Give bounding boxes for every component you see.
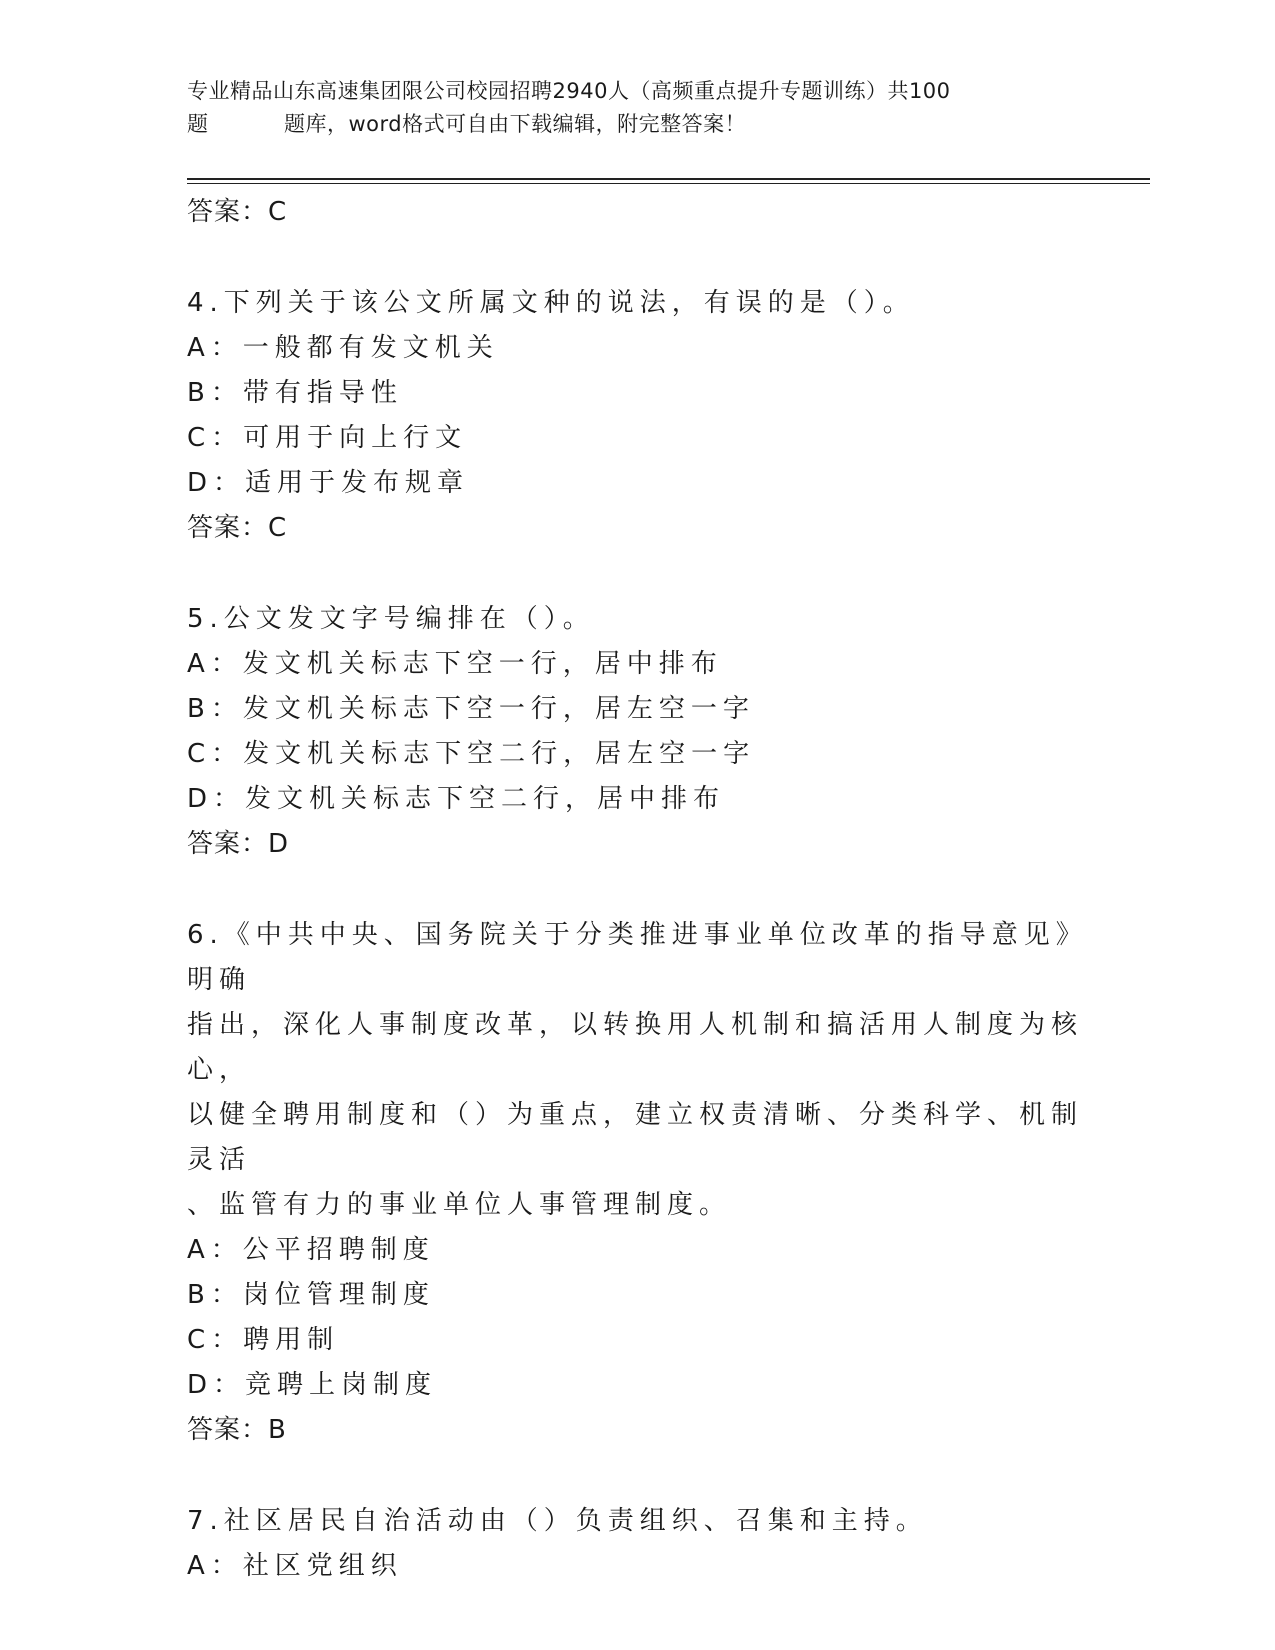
- header-line-2: [187, 108, 1087, 141]
- header-line-2-rest: 题库，word格式可自由下载编辑，附完整答案！: [284, 112, 747, 136]
- option-7a: A：社区党组织: [187, 1551, 403, 1581]
- page-header: [187, 75, 1087, 141]
- answer-q5: 答案：D: [187, 829, 290, 859]
- question-stem-6-line-2: 指出，深化人事制度改革，以转换用人机制和搞活用人制度为核心，: [187, 1010, 1084, 1085]
- option-6c: C：聘用制: [187, 1325, 340, 1355]
- option-6a: A：公平招聘制度: [187, 1235, 435, 1265]
- option-4b: B：带有指导性: [187, 378, 403, 408]
- question-stem-6-line-1: 6.《中共中央、国务院关于分类推进事业单位改革的指导意见》明确: [187, 920, 1075, 995]
- question-stem-5: 5.公文发文字号编排在（）。: [187, 604, 595, 634]
- question-stem-7: 7.社区居民自治活动由（）负责组织、召集和主持。: [187, 1506, 928, 1536]
- header-line-2-start: 题: [187, 112, 209, 136]
- option-5c: C：发文机关标志下空二行，居左空一字: [187, 739, 756, 769]
- option-4a: A：一般都有发文机关: [187, 333, 499, 363]
- header-rule-thin: [187, 183, 1150, 184]
- header-line-1: 专业精品山东高速集团限公司校园招聘2940人（高频重点提升专题训练）共100: [187, 79, 951, 103]
- answer-q3: 答案：C: [187, 197, 288, 227]
- question-stem-4: 4.下列关于该公文所属文种的说法，有误的是（）。: [187, 288, 915, 318]
- option-5a: A：发文机关标志下空一行，居中排布: [187, 649, 723, 679]
- header-rule-thick: [187, 178, 1150, 180]
- question-stem-6-line-3: 以健全聘用制度和（）为重点，建立权责清晰、分类科学、机制灵活: [187, 1100, 1084, 1175]
- answer-q4: 答案：C: [187, 513, 288, 543]
- option-4c: C：可用于向上行文: [187, 423, 468, 453]
- option-6d: D：竞聘上岗制度: [187, 1370, 438, 1400]
- option-6b: B：岗位管理制度: [187, 1280, 435, 1310]
- answer-q6: 答案：B: [187, 1415, 287, 1445]
- question-stem-6-line-4: 、监管有力的事业单位人事管理制度。: [187, 1190, 732, 1220]
- option-4d: D：适用于发布规章: [187, 468, 470, 498]
- option-5b: B：发文机关标志下空一行，居左空一字: [187, 694, 755, 724]
- document-body: [187, 190, 1087, 1589]
- option-5d: D：发文机关标志下空二行，居中排布: [187, 784, 726, 814]
